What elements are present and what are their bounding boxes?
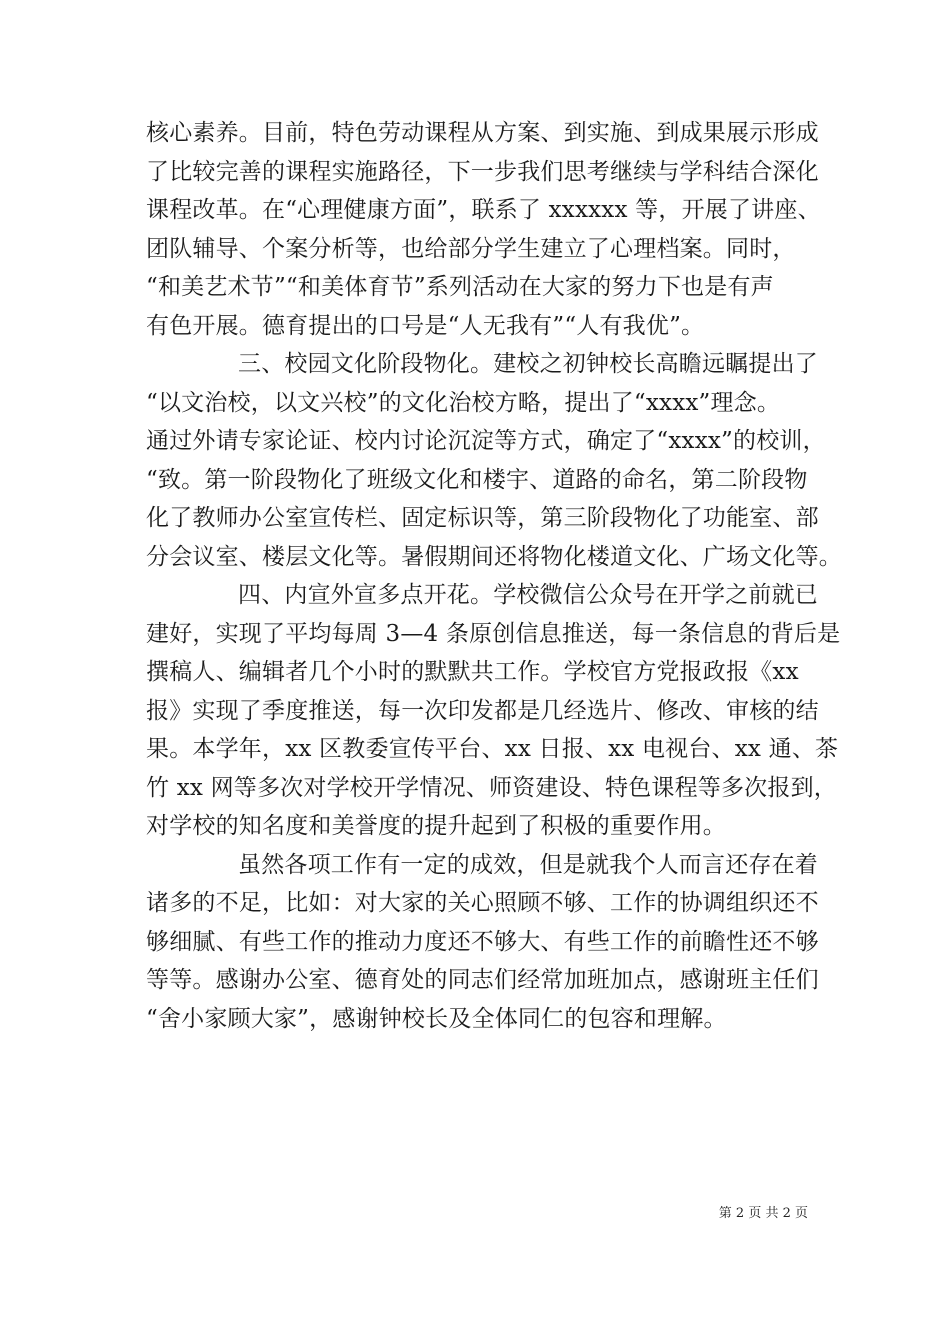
text-line: 够细腻、有些工作的推动力度还不够大、有些工作的前瞻性还不够 <box>146 928 819 955</box>
document-body <box>146 114 842 1038</box>
text-line: 有色开展。德育提出的口号是“人无我有”“人有我优”。 <box>146 312 705 339</box>
text-line: 了比较完善的课程实施路径，下一步我们思考继续与学科结合深化 <box>146 158 819 185</box>
paragraph-first-line: 三、校园文化阶段物化。建校之初钟校长高瞻远瞩提出了 <box>238 351 818 377</box>
text-line: “以文治校，以文兴校”的文化治校方略，提出了“xxxx”理念。 <box>146 389 781 416</box>
text-line: 分会议室、楼层文化等。暑假期间还将物化楼道文化、广场文化等。 <box>146 543 842 570</box>
text-line: 建好，实现了平均每周 3—4 条原创信息推送，每一条信息的背后是 <box>146 620 841 647</box>
text-line: 对学校的知名度和美誉度的提升起到了积极的重要作用。 <box>146 813 726 839</box>
text-line: 撰稿人、编辑者几个小时的默默共工作。学校官方党报政报《xx <box>146 659 799 685</box>
text-line: 果。本学年，xx 区教委宣传平台、xx 日报、xx 电视台、xx 通、茶 <box>146 736 839 762</box>
text-line: 核心素养。目前，特色劳动课程从方案、到实施、到成果展示形成 <box>146 120 819 146</box>
text-line: “致。第一阶段物化了班级文化和楼宇、道路的命名，第二阶段物 <box>146 466 808 493</box>
text-line: 通过外请专家论证、校内讨论沉淀等方式，确定了“xxxx”的校训， <box>146 428 826 454</box>
text-line: 团队辅导、个案分析等，也给部分学生建立了心理档案。同时， <box>146 235 796 262</box>
paragraph-first-line: 四、内宣外宣多点开花。学校微信公众号在开学之前就已 <box>238 582 818 608</box>
paragraph-first-line: 虽然各项工作有一定的成效，但是就我个人而言还存在着 <box>238 851 818 878</box>
text-line: 化了教师办公室宣传栏、固定标识等，第三阶段物化了功能室、部 <box>146 505 819 531</box>
text-line: “舍小家顾大家”，感谢钟校长及全体同仁的包容和理解。 <box>146 1005 727 1032</box>
text-line: 竹 xx 网等多次对学校开学情况、师资建设、特色课程等多次报到， <box>146 774 837 801</box>
text-line: 报》实现了季度推送，每一次印发都是几经选片、修改、审核的结 <box>146 697 819 724</box>
text-line: 课程改革。在“心理健康方面”，联系了 xxxxxx 等，开展了讲座、 <box>146 197 821 223</box>
text-line: “和美艺术节”“和美体育节”系列活动在大家的努力下也是有声 <box>146 274 774 300</box>
text-line: 等等。感谢办公室、德育处的同志们经常加班加点，感谢班主任们 <box>146 967 819 993</box>
text-line: 诸多的不足，比如：对大家的关心照顾不够、工作的协调组织还不 <box>146 890 819 916</box>
page-number-footer: 第 2 页 共 2 页 <box>718 1206 808 1221</box>
